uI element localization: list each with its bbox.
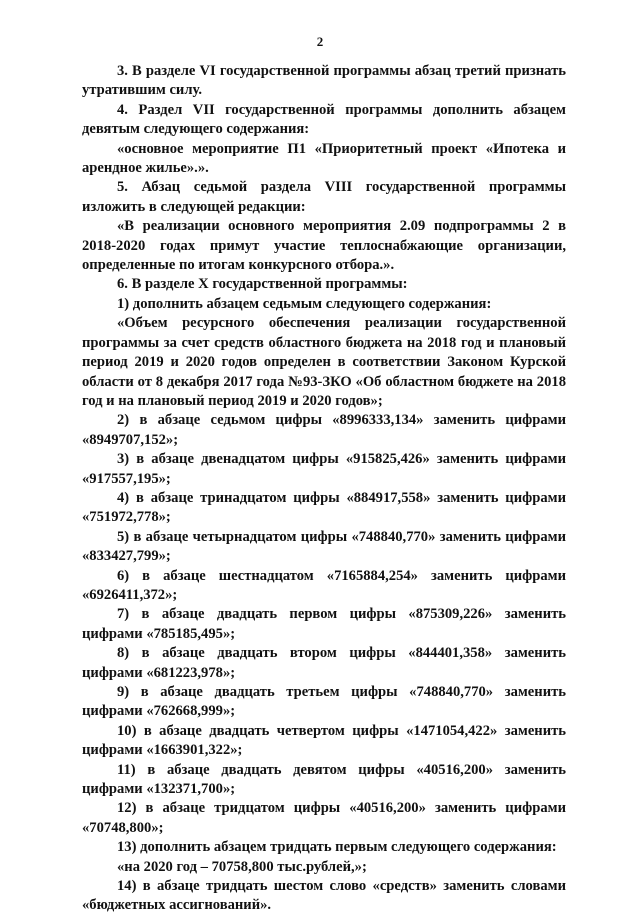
paragraph-quote-funding-volume: «Объем ресурсного обеспечения реализации государственной программы за счет средств областного бюджета на 2018 год и плановый период 2019 и 2020 годов определен в соответствии Законом Курской области от 8 декабря 2017 года №93-ЗКО «Об областном бюджете на 2018 год и на плановый период 2019 и 2020 годов»; [82, 315, 566, 409]
paragraph-quote-heat-supply: «В реализации основного мероприятия 2.09 подпрограммы 2 в 2018-2020 годах примут участие теплоснабжающие организации, определенные по итогам конкурсного отбора.». [82, 218, 566, 274]
paragraph-section-vii: 4. Раздел VII государственной программы дополнить абзацем девятым следующего содержания: [82, 101, 566, 138]
list-item-6: 6) в абзаце шестнадцатом «7165884,254» заменить цифрами «6926411,372»; [82, 567, 566, 603]
list-item-9: 9) в абзаце двадцать третьем цифры «748840,770» заменить цифрами «762668,999»; [82, 684, 566, 720]
list-item-3: 3) в абзаце двенадцатом цифры «915825,426» заменить цифрами «917557,195»; [82, 451, 566, 487]
list-item-13: 13) дополнить абзацем тридцать первым следующего содержания: [117, 839, 557, 856]
paragraph-quote-mortgage-project: «основное мероприятие П1 «Приоритетный проект «Ипотека и арендное жилье».». [82, 140, 566, 177]
list-item-2: 2) в абзаце седьмом цифры «8996333,134» заменить цифрами «8949707,152»; [82, 412, 566, 448]
list-item-5: 5) в абзаце четырнадцатом цифры «748840,770» заменить цифрами «833427,799»; [82, 528, 566, 565]
list-item-1: 1) дополнить абзацем седьмым следующего содержания: [117, 295, 492, 312]
paragraph-quote-2020-amount: «на 2020 год – 70758,800 тыс.рублей,»; [117, 858, 367, 875]
list-item-4: 4) в абзаце тринадцатом цифры «884917,558» заменить цифрами «751972,778»; [82, 489, 566, 526]
list-item-14: 14) в абзаце тридцать шестом слово «средств» заменить словами «бюджетных ассигнований». [82, 878, 566, 914]
list-item-11: 11) в абзаце двадцать девятом цифры «40516,200» заменить цифрами «132371,700»; [82, 761, 566, 798]
list-item-12: 12) в абзаце тридцатом цифры «40516,200» заменить цифрами «70748,800»; [82, 800, 566, 836]
list-item-10: 10) в абзаце двадцать четвертом цифры «1471054,422» заменить цифрами «1663901,322»; [82, 722, 566, 759]
paragraph-section-x: 6. В разделе X государственной программы: [117, 276, 408, 293]
page-number: 2 [316, 34, 324, 49]
document-body [82, 62, 566, 916]
paragraph-section-vi: 3. В разделе VI государственной программы абзац третий признать утратившим силу. [82, 63, 566, 99]
list-item-8: 8) в абзаце двадцать втором цифры «844401,358» заменить цифрами «681223,978»; [82, 645, 566, 681]
list-item-7: 7) в абзаце двадцать первом цифры «875309,226» заменить цифрами «785185,495»; [82, 606, 566, 642]
paragraph-section-viii: 5. Абзац седьмой раздела VIII государственной программы изложить в следующей редакции: [82, 179, 566, 215]
